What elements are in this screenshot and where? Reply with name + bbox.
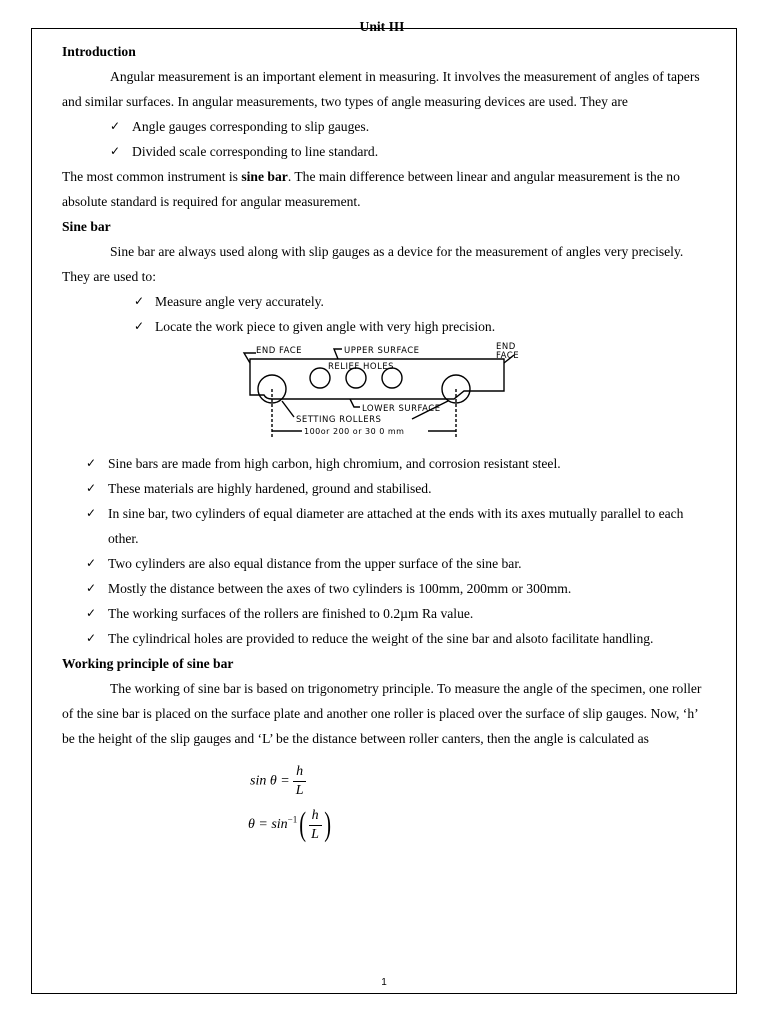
sinebar-properties-list <box>62 451 702 651</box>
list-item: ✓ The cylindrical holes are provided to reduce the weight of the sine bar and alsoto facilitate handling. <box>62 626 702 651</box>
check-icon: ✓ <box>86 481 97 495</box>
list-item: ✓ Measure angle very accurately. <box>62 289 702 314</box>
formula-block <box>62 751 702 861</box>
sine-bar-diagram <box>62 339 702 451</box>
intro-bullet-list <box>62 114 702 164</box>
principle-heading: Working principle of sine bar <box>62 656 234 671</box>
list-item: ✓ In sine bar, two cylinders of equal diameter are attached at the ends with its axes mutually parallel to each other. <box>62 501 702 551</box>
list-item: ✓ Angle gauges corresponding to slip gauges. <box>62 114 702 139</box>
check-icon: ✓ <box>134 294 145 308</box>
check-icon: ✓ <box>134 319 145 333</box>
check-icon: ✓ <box>86 506 97 520</box>
check-icon: ✓ <box>110 119 121 133</box>
sinebar-heading: Sine bar <box>62 219 111 234</box>
relief-hole <box>310 368 330 388</box>
upper-surface-leader <box>334 349 342 359</box>
label-lower-surface: LOWER SURFACE <box>362 404 441 414</box>
fraction: $\frac{h}{L}$ <box>293 763 306 800</box>
list-item: ✓ Mostly the distance between the axes of two cylinders is 100mm, 200mm or 300mm. <box>62 576 702 601</box>
check-icon: ✓ <box>86 581 97 595</box>
sinebar-uses-list <box>62 289 702 339</box>
check-icon: ✓ <box>86 631 97 645</box>
label-relief-holes: RELIEF HOLES <box>328 362 395 372</box>
check-icon: ✓ <box>86 606 97 620</box>
sine-bar-drawing <box>242 341 532 447</box>
intro-paragraph-2: The most common instrument is sine bar. The main difference between linear and angular measurement is the no absolute standard is required for angular measurement. <box>62 169 680 209</box>
label-setting-rollers: SETTING ROLLERS <box>296 415 382 425</box>
formula-sin-theta: sin θ = $\frac{h}{L}$ <box>250 763 306 800</box>
principle-paragraph: The working of sine bar is based on trigonometry principle. To measure the angle of the specimen, one roller of the sine bar is placed on the surface plate and another one roller is placed over the surface of slip gauges. Now, ‘h’ be the height of the slip gauges and ‘L’ be the distance between roller canters, then the angle is calculated as <box>62 681 702 746</box>
list-item: ✓ Locate the work piece to given angle with very high precision. <box>62 314 702 339</box>
page-title: Unit III <box>359 19 405 34</box>
check-icon: ✓ <box>110 144 121 158</box>
check-icon: ✓ <box>86 556 97 570</box>
list-item: ✓ These materials are highly hardened, ground and stabilised. <box>62 476 702 501</box>
formula-theta: $\theta = \sin^{-1}$( $\frac{h}{L}$ ) <box>248 806 331 843</box>
page-number: 1 <box>381 977 387 988</box>
label-upper-surface: UPPER SURFACE <box>344 346 420 356</box>
check-icon: ✓ <box>86 456 97 470</box>
list-item: ✓ Divided scale corresponding to line standard. <box>62 139 702 164</box>
label-distance: 100or 200 or 30 0 mm <box>304 427 405 436</box>
roller-leader-left <box>282 401 294 417</box>
list-item: ✓ The working surfaces of the rollers are finished to 0.2µm Ra value. <box>62 601 702 626</box>
label-end-right-2: FACE <box>496 351 520 361</box>
label-end-face-left: END FACE <box>256 346 303 356</box>
intro-heading: Introduction <box>62 44 136 59</box>
fraction: $\frac{h}{L}$ <box>309 807 322 844</box>
label-end-right-1: END <box>496 342 516 352</box>
intro-paragraph: Angular measurement is an important element in measuring. It involves the measurement of angles of tapers and similar surfaces. In angular measurements, two types of angle measuring devices are used. They are <box>62 69 700 109</box>
sine-bar-term: sine bar <box>241 169 288 184</box>
sinebar-paragraph: Sine bar are always used along with slip gauges as a device for the measurement of angles very precisely. They are used to: <box>62 244 684 284</box>
list-item: ✓ Sine bars are made from high carbon, high chromium, and corrosion resistant steel. <box>62 451 702 476</box>
list-item: ✓ Two cylinders are also equal distance from the upper surface of the sine bar. <box>62 551 702 576</box>
lower-surface-leader <box>350 399 360 407</box>
document-body <box>62 0 702 861</box>
